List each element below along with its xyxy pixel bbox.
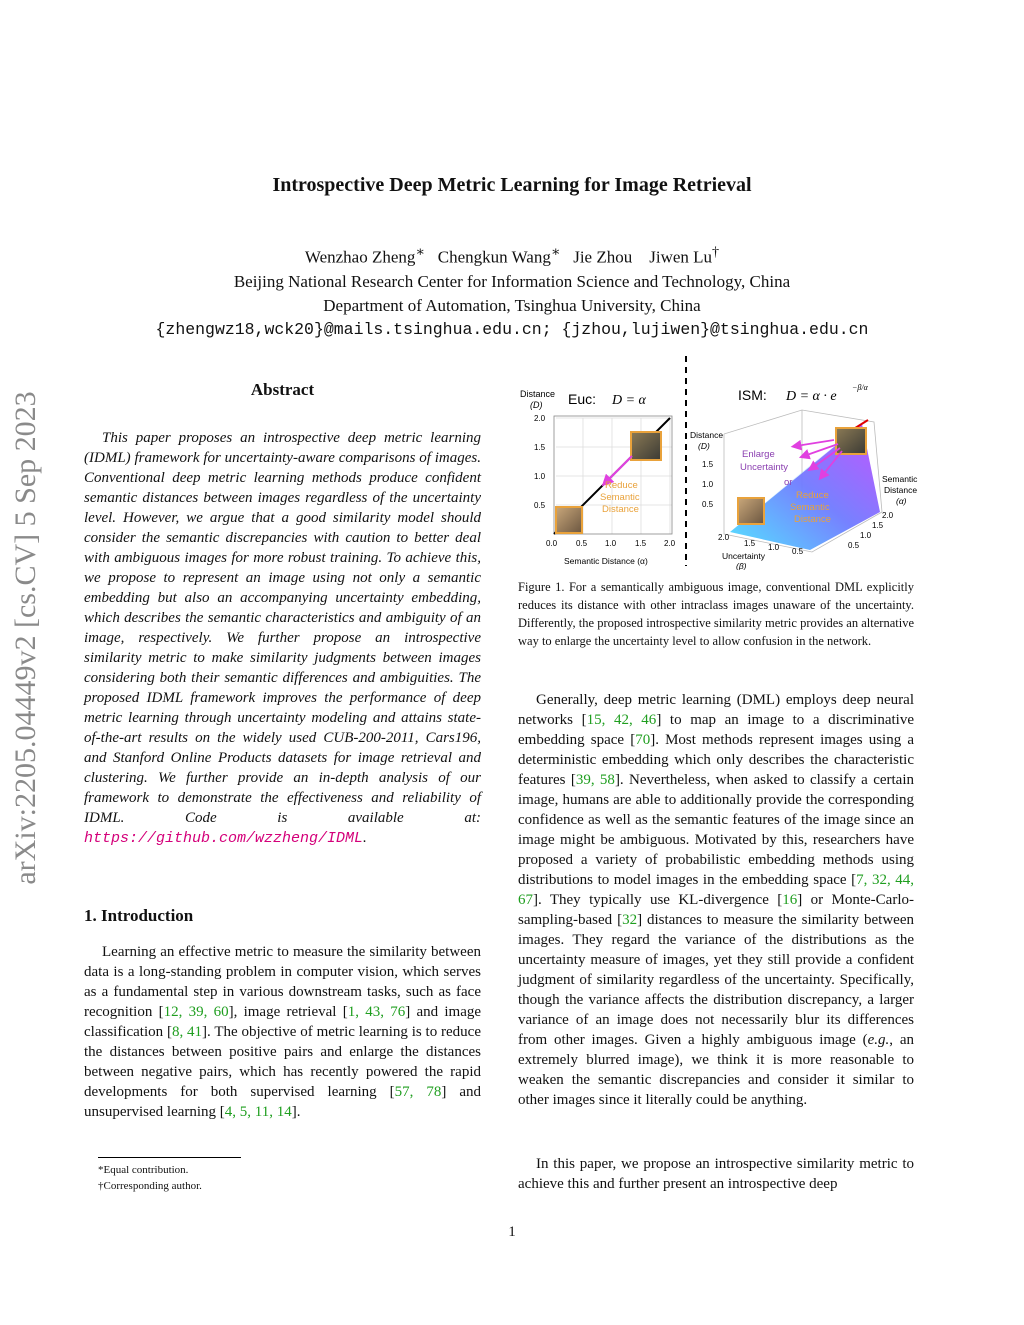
text: ] distances to measure the similarity between images. They regard the variance of the distributions as the uncertainty measure of images, yet they still provide a confident judgment of similarity regardless of the uncertainty. Specifically, though the variance affects the distribution discrepancy, a larger variance of an image does not necessarily blur its differences from other images. Given a highly ambiguous image ( [518, 912, 914, 1048]
right-title: ISM: [738, 387, 767, 403]
text: ]. They typically use KL-divergence [ [533, 892, 783, 908]
text: ] and unsupervised learning [ [84, 1084, 482, 1120]
citation-link[interactable]: 4, 5, 11, 14 [224, 1104, 292, 1120]
footnote-equal: *Equal contribution. [98, 1164, 189, 1176]
ztick: 0.5 [702, 500, 714, 509]
stick: 1.0 [860, 531, 872, 540]
stick: 1.5 [872, 521, 884, 530]
left-ylabel: Distance [520, 389, 556, 399]
ambiguous-bird-image [631, 432, 661, 460]
cat-image-right [738, 498, 764, 524]
text: Learning an effective metric to measure the similarity between data is a long-standing problem in computer vision, which serves as a fundamental step in various downstream tasks, such as face recognition [ [84, 944, 481, 1020]
semantic-label: Distance [884, 485, 918, 495]
footnotes [98, 1162, 398, 1194]
citation-link[interactable]: 7, 32, 44, 67 [518, 872, 915, 908]
ztick: 1.0 [702, 480, 714, 489]
stick: 0.5 [848, 541, 860, 550]
arxiv-stamp: arXiv:2205.04449v2 [cs.CV] 5 Sep 2023 [9, 391, 42, 885]
right-formula: D = α · e [786, 389, 837, 404]
right-annotation: or [784, 477, 793, 488]
citation-link[interactable]: 57, 78 [394, 1084, 442, 1100]
semantic-label: (α) [896, 496, 907, 506]
author-name: Chengkun Wang [437, 247, 551, 267]
right-ylabel: Distance [690, 430, 724, 440]
left-formula: D = α [612, 393, 646, 408]
ytick: 0.5 [534, 501, 546, 510]
xtick: 0.5 [576, 539, 588, 548]
citation-link[interactable]: 16 [782, 892, 798, 908]
abstract-text: This paper proposes an introspective deep metric learning (IDML) framework for uncertainty-aware comparisons of images. Conventional deep metric learning methods produce confident semantic distances between images regardless of the uncertainty level. However, we argue that a good similarity model should consider the semantic discrepancies with caution to better deal with ambiguous images for more robust training. To achieve this, we propose to represent an image using not only a semantic embedding but also an accompanying uncertainty embedding, which describes the semantic characteristics and ambiguity of an image, respectively. We further propose an introspective similarity metric to make similarity judgments between images considering both their semantic differences and ambiguities. The proposed IDML framework improves the performance of deep metric learning through uncertainty modeling and attains state-of-the-art results on the widely used CUB-200-2011, Cars196, and Stanford Online Products datasets for image retrieval and clustering. We further provide an in-depth analysis of our framework to demonstrate the effectiveness and reliability of IDML. Code is available at: [84, 430, 481, 826]
left-annotation: Reduce [605, 480, 638, 491]
author-name: Jiwen Lu [649, 247, 713, 267]
utick: 0.5 [792, 547, 804, 556]
citation-link[interactable]: 8, 41 [171, 1024, 203, 1040]
ytick: 1.0 [534, 472, 546, 481]
intro-paragraph [84, 942, 481, 1122]
code-link[interactable]: https://github.com/wzzheng/IDML [84, 830, 364, 847]
right-annotation: Reduce [796, 490, 829, 501]
text: ]. [291, 1104, 301, 1120]
abstract-heading: Abstract [250, 380, 315, 399]
text: ] or Monte-Carlo-sampling-based [ [518, 892, 914, 928]
citation-link[interactable]: 1, 43, 76 [347, 1004, 406, 1020]
text: , an extremely blurred image), we think it is more reasonable to weaken the semantic discrepancies and consider it similar to other images since it literally could be anything. [518, 1032, 914, 1108]
text-eg: e.g. [867, 1032, 890, 1048]
ambiguous-bird-image-right [836, 428, 866, 454]
author-block [0, 240, 1024, 342]
footnote-corresponding: †Corresponding author. [98, 1180, 202, 1192]
text: ]. Most methods represent images using a deterministic embedding which only describes the characteristic features [ [518, 732, 914, 788]
abstract-body: This paper proposes an introspective deep metric learning (IDML) framework for uncertainty-aware comparisons of images. Conventional deep metric learning methods produce confident semantic distances between images regardless of the uncertainty level. However, we argue that a good similarity model should consider the semantic discrepancies with caution to better deal with ambiguous images for more robust training. To achieve this, we propose to represent an image using not only a semantic embedding but also an accompanying uncertainty embedding, which describes the semantic characteristics and ambiguity of an image, respectively. We further propose an introspective similarity metric to make similarity judgments between images considering both their semantic differences and ambiguities. The proposed IDML framework improves the performance of deep metric learning through uncertainty modeling and attains state-of-the-art results on the widely used CUB-200-2011, Cars196, and Stanford Online Products datasets for image retrieval and clustering. We further provide an in-depth analysis of our framework to demonstrate the effectiveness and reliability of IDML. Code is available at: https://github.com/wzzheng/IDML. [84, 430, 481, 847]
uncertainty-sym: (β) [736, 561, 747, 570]
utick: 2.0 [718, 533, 730, 542]
text: ] to map an image to a discriminative embedding space [ [518, 712, 914, 748]
utick: 1.5 [744, 539, 756, 548]
affiliation-2: Department of Automation, Tsinghua University, China [323, 295, 701, 315]
citation-link[interactable]: 12, 39, 60 [163, 1004, 229, 1020]
page-number: 1 [508, 1224, 516, 1240]
author-emails: {zhengwz18,wck20}@mails.tsinghua.edu.cn; {jzhou,lujiwen}@tsinghua.edu.cn [155, 319, 869, 339]
right-annotation: Distance [794, 514, 831, 525]
author-name: Jie Zhou [573, 247, 633, 267]
right-ylabel-sym: (D) [698, 441, 710, 451]
right-annotation: Uncertainty [740, 462, 789, 473]
reduce-arrow [606, 456, 632, 482]
paper-title: Introspective Deep Metric Learning for Image Retrieval [272, 174, 752, 196]
text: ], image retrieval [ [228, 1004, 348, 1020]
left-ylabel-sym: (D) [530, 400, 543, 410]
citation-link[interactable]: 32 [622, 912, 638, 928]
left-annotation: Distance [602, 504, 639, 515]
affiliation-1: Beijing National Research Center for Information Science and Technology, China [233, 271, 791, 291]
utick: 1.0 [768, 543, 780, 552]
citation-link[interactable]: 39, 58 [575, 772, 615, 788]
text: ] and image classification [ [84, 1004, 482, 1040]
figure-1 [512, 352, 920, 570]
semantic-label: Semantic [882, 474, 918, 484]
ytick: 2.0 [534, 414, 546, 423]
ytick: 1.5 [534, 443, 546, 452]
uncertainty-label: Uncertainty [722, 551, 765, 561]
text: Generally, deep metric learning (DML) employs deep neural networks [ [518, 692, 914, 728]
ztick: 1.5 [702, 460, 714, 469]
cat-image [556, 507, 582, 533]
citation-link[interactable]: 15, 42, 46 [586, 712, 657, 728]
xtick: 2.0 [664, 539, 676, 548]
left-title: Euc: [568, 391, 597, 407]
text: ]. Nevertheless, when asked to classify a certain image, humans are able to additionally provide the corresponding confidence as well as the semantic features of the image since an image might be ambiguous. Motivated by this, researchers have proposed a variety of probabilistic embedding methods using distributions to model images in the embedding space [ [518, 772, 914, 888]
author-names: Wenzhao Zheng∗ Chengkun Wang∗ Jie Zhou Jiwen Lu† [304, 244, 720, 267]
xtick: 0.0 [546, 539, 558, 548]
right-paragraph-2: In this paper, we propose an introspective similarity metric to achieve this and further present an introspective deep [518, 1156, 914, 1192]
right-formula-exp: −β/α [852, 383, 868, 392]
footnote-rule [98, 1157, 241, 1158]
left-xlabel: Semantic Distance (α) [564, 556, 648, 566]
figure-caption: Figure 1. For a semantically ambiguous image, conventional DML explicitly reduces its distance with other intraclass images unaware of the uncertainty. Differently, the proposed introspective similarity metric provides an alternative way to enlarge the uncertainty level to allow confusion in the network. [518, 580, 914, 648]
xtick: 1.0 [605, 539, 617, 548]
right-annotation: Semantic [790, 502, 830, 513]
xtick: 1.5 [635, 539, 647, 548]
section-heading: 1. Introduction [84, 906, 194, 925]
author-name: Wenzhao Zheng [304, 247, 416, 267]
right-annotation: Enlarge [742, 449, 775, 460]
left-annotation: Semantic [600, 492, 640, 503]
stick: 2.0 [882, 511, 894, 520]
citation-link[interactable]: 70 [635, 732, 651, 748]
right-paragraph-1 [518, 690, 914, 1110]
text: ]. The objective of metric learning is to reduce the distances between positive pairs and enlarge the distances between negative pairs, which has recently powered the rapid developments for both supervised learning [ [84, 1024, 481, 1100]
